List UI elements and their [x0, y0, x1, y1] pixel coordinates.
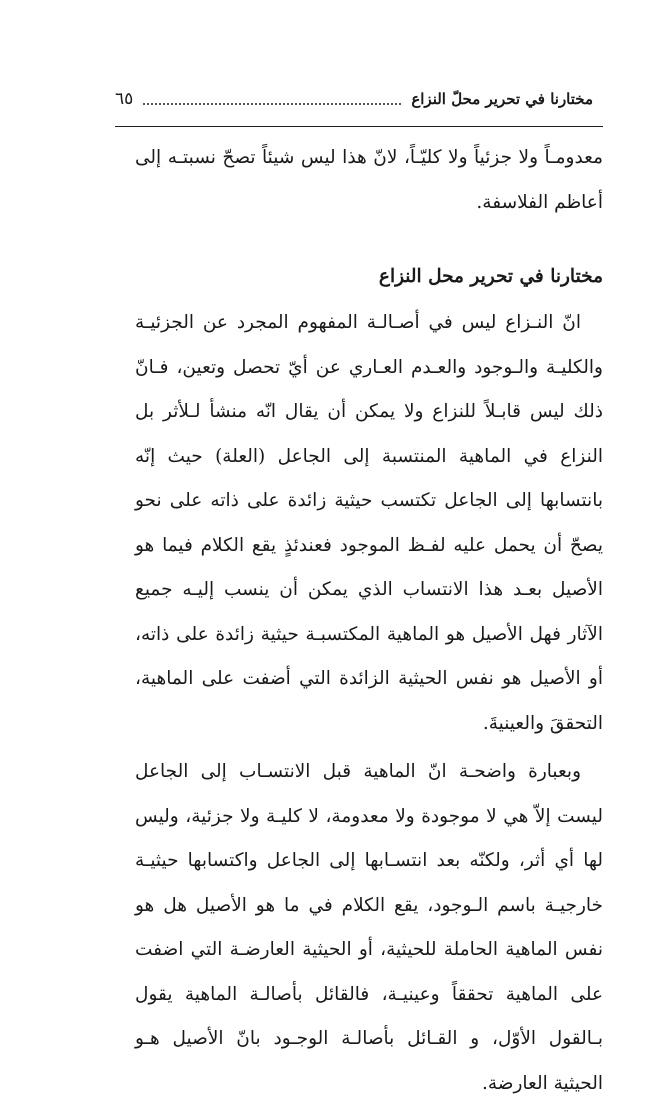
header-rule	[115, 126, 603, 127]
body-text	[135, 136, 603, 1106]
running-header	[115, 84, 593, 114]
paragraph-2: وبعبارة واضحـة انّ الماهية قبل الانتسـاب إلى الجاعل ليست إلاّ هي لا موجودة ولا معدومة، لا كليـة ولا جزئية، وليس لها أي أثر، ولكنّه بعد انتسـابها إلى الجاعل واكتسابها حيثيـة خارجيـة باسم الـوجود، يقع الكلام في ما هو الأصيل هل هو نفس الماهية الحاملة للحيثية، أو الحيثية العارضـة التي اضفت على الماهية تحققاً وعينيـة، فالقائل بأصالـة الماهية يقول بـالقول الأوّل، و القـائل بأصالـة الوجـود بانّ الأصيل هـو الحيثية العارضة.	[135, 761, 603, 1094]
paragraph-1: انّ النـزاع ليس في أصـالـة المفهوم المجرد عن الجزئيـة والكليـة والـوجود والعـدم العـاري عن أيّ تحصل وتعين، فـانّ ذلك ليس قابـلاً للنزاع ولا يمكن أن يقال انّه منشأ لـلأثر بل النزاع في الماهية المنتسبة إلى الجاعل (العلة) حيث إنّه بانتسابها إلى الجاعل تكتسب حيثية زائدة على ذاته على نحو يصحّ أن يحمل عليه لفـظ الموجود فعندئذٍ يقع الكلام فيما هو الأصيل بعـد هذا الانتساب الذي يمكن أن ينسب إليـه جميع الآثار فهل الأصيل هو الماهية المكتسبـة حيثية زائدة على ذاته، أو الأصيل هو نفس الحيثية الزائدة التي أضفت على الماهية، التحققَ والعينيةَ.	[135, 312, 603, 734]
section-heading: مختارنا في تحرير محل النزاع	[378, 266, 603, 287]
continuation-paragraph: معدومـاً ولا جزئياً ولا كليّـاً، لانّ هذا ليس شيئاً تصحّ نسبتـه إلى أعاظم الفلاسفة.	[135, 147, 603, 213]
running-title: مختارنا في تحرير محلّ النزاع	[411, 90, 593, 108]
page-number: ٦٥	[115, 89, 134, 109]
leader-dots	[143, 93, 401, 105]
